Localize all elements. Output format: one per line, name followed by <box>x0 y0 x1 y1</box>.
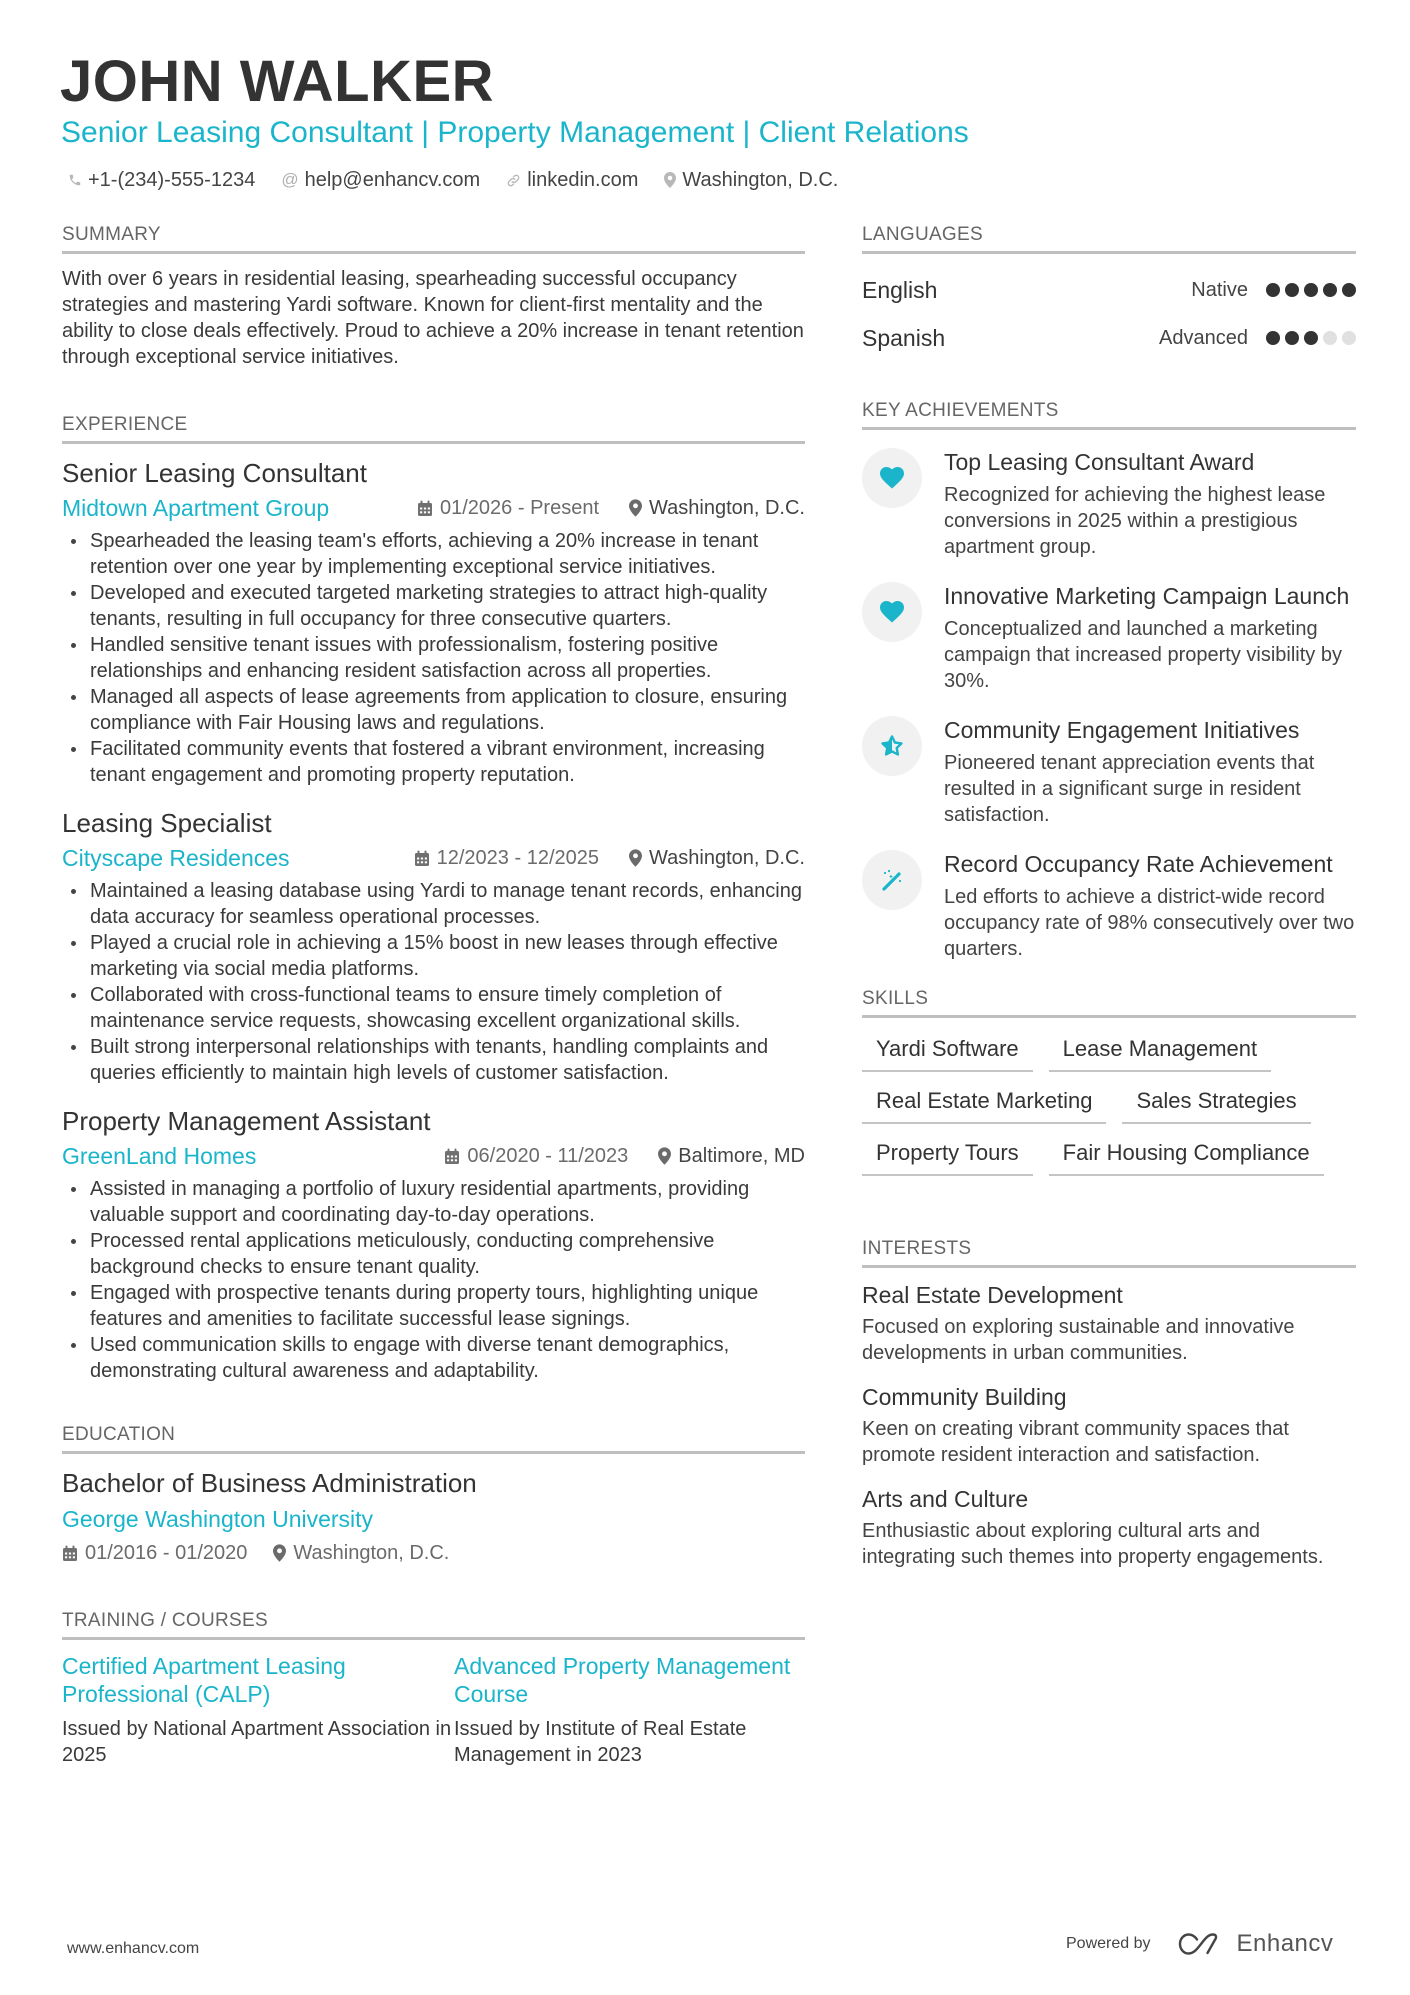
course-list <box>62 1652 805 1768</box>
achievement-title: Top Leasing Consultant Award <box>944 449 1255 475</box>
bullet-item: Built strong interpersonal relationships with tenants, handling complaints and queries efficiently to maintain high levels of customer satisfaction. <box>62 1034 805 1086</box>
job-dates-text: 01/2026 - Present <box>440 496 599 519</box>
achievement-desc: Conceptualized and launched a marketing campaign that increased property visibility by 30%. <box>944 618 1342 692</box>
language-item <box>862 314 1356 362</box>
skills-section <box>862 986 1356 1176</box>
achievement-title: Innovative Marketing Campaign Launch <box>944 583 1350 609</box>
location-text: Washington, D.C. <box>682 169 839 191</box>
summary-text: With over 6 years in residential leasing, spearheading successful occupancy strategies and mastering Yardi software. Known for client-first mentality and the ability to close deals effectively. Proud to achieve a 20% increase in tenant retention through exceptional service initiatives. <box>62 268 804 368</box>
calendar-icon <box>417 500 433 517</box>
job-location-text: Washington, D.C. <box>649 496 805 519</box>
achievement-title: Community Engagement Initiatives <box>944 717 1300 743</box>
section-title-skills: SKILLS <box>862 986 1356 1018</box>
job-dates-text: 12/2023 - 12/2025 <box>436 846 599 869</box>
section-title-education: EDUCATION <box>62 1422 805 1454</box>
interest-item <box>862 1280 1356 1366</box>
calendar-icon <box>414 850 430 867</box>
email-text: help@enhancv.com <box>304 169 481 191</box>
footer-branding <box>1066 1930 1333 1958</box>
interest-desc: Keen on creating vibrant community spaces that promote resident interaction and satisfaction. <box>862 1418 1289 1466</box>
language-proficiency <box>1191 279 1356 302</box>
section-title-interests: INTERESTS <box>862 1236 1356 1268</box>
job-meta <box>62 840 805 876</box>
education-section <box>62 1422 805 1568</box>
dot-filled <box>1285 283 1299 297</box>
dot-filled <box>1304 331 1318 345</box>
skill-tag: Lease Management <box>1049 1034 1271 1072</box>
job-title: Leasing Specialist <box>62 808 272 838</box>
enhancv-logo[interactable] <box>1177 1930 1334 1958</box>
education-location-text: Washington, D.C. <box>293 1542 450 1564</box>
language-proficiency <box>1159 327 1356 350</box>
bullet-item: Used communication skills to engage with diverse tenant demographics, demonstrating cultural awareness and adaptability. <box>62 1332 805 1384</box>
course-item <box>62 1652 454 1768</box>
job-date-location <box>417 497 805 520</box>
course-title: Certified Apartment Leasing Professional (CALP) <box>62 1653 346 1707</box>
experience-section <box>62 412 805 1384</box>
location-pin-icon <box>664 172 676 188</box>
job-location-text: Washington, D.C. <box>649 846 805 869</box>
location-pin-icon <box>658 1147 671 1165</box>
job-title: Senior Leasing Consultant <box>62 458 367 488</box>
contact-bar <box>68 166 838 194</box>
interests-section <box>862 1236 1356 1570</box>
job-location-text: Baltimore, MD <box>678 1144 805 1167</box>
job-dates <box>444 1145 628 1168</box>
dot-filled <box>1266 331 1280 345</box>
achievement-title: Record Occupancy Rate Achievement <box>944 851 1333 877</box>
interest-desc: Focused on exploring sustainable and innovative developments in urban communities. <box>862 1316 1295 1364</box>
bullet-item: Managed all aspects of lease agreements from application to closure, ensuring compliance with Fair Housing laws and regulations. <box>62 684 805 736</box>
section-title-training: TRAINING / COURSES <box>62 1608 805 1640</box>
bullet-item: Handled sensitive tenant issues with professionalism, fostering positive relationships and enhancing resident satisfaction across all properties. <box>62 632 805 684</box>
course-desc: Issued by Institute of Real Estate Management in 2023 <box>454 1718 747 1766</box>
school-name: George Washington University <box>62 1506 374 1532</box>
job-dates <box>417 497 599 520</box>
achievement-item <box>862 850 1356 962</box>
headline: Senior Leasing Consultant | Property Management | Client Relations <box>61 116 969 149</box>
interest-title: Arts and Culture <box>862 1486 1029 1512</box>
achievement-item <box>862 448 1356 560</box>
job-meta <box>62 490 805 526</box>
interest-title: Real Estate Development <box>862 1282 1123 1308</box>
job-location <box>629 497 805 520</box>
bullet-item: Collaborated with cross-functional teams to ensure timely completion of maintenance service requests, showcasing excellent organizational skills. <box>62 982 805 1034</box>
language-name: English <box>862 276 938 303</box>
calendar-icon <box>444 1148 460 1165</box>
bullet-item: Spearheaded the leasing team's efforts, achieving a 20% increase in tenant retention over one year by implementing exceptional service initiatives. <box>62 528 805 580</box>
at-icon: @ <box>281 170 299 189</box>
bullet-item: Developed and executed targeted marketing strategies to attract high-quality tenants, resulting in full occupancy for three consecutive quarters. <box>62 580 805 632</box>
course-item <box>454 1652 805 1768</box>
achievement-body <box>944 716 1356 828</box>
heart-icon <box>862 448 922 508</box>
language-level: Native <box>1191 278 1248 301</box>
degree: Bachelor of Business Administration <box>62 1468 477 1498</box>
job-dates-text: 06/2020 - 11/2023 <box>467 1144 629 1167</box>
job-date-location <box>444 1145 805 1168</box>
interest-title: Community Building <box>862 1384 1067 1410</box>
location-pin-icon <box>629 499 642 517</box>
achievement-item <box>862 582 1356 694</box>
education-meta <box>62 1538 805 1568</box>
dot-filled <box>1304 283 1318 297</box>
education-dates <box>62 1538 247 1568</box>
training-section <box>62 1608 805 1768</box>
job-title: Property Management Assistant <box>62 1106 431 1136</box>
company-name: GreenLand Homes <box>62 1143 257 1169</box>
language-item <box>862 266 1356 314</box>
enhancv-logo-icon <box>1177 1931 1225 1957</box>
course-title: Advanced Property Management Course <box>454 1653 791 1707</box>
contact-phone[interactable] <box>68 166 255 194</box>
skill-list <box>862 1034 1356 1176</box>
achievement-desc: Pioneered tenant appreciation events that resulted in a significant surge in resident satisfaction. <box>944 752 1315 826</box>
right-column <box>862 222 1356 1610</box>
bullet-item: Processed rental applications meticulously, conducting comprehensive background checks to ensure tenant quality. <box>62 1228 805 1280</box>
language-level: Advanced <box>1159 326 1248 349</box>
link-icon <box>506 173 521 188</box>
bullet-item: Facilitated community events that fostered a vibrant environment, increasing tenant engagement and promoting property reputation. <box>62 736 805 788</box>
contact-location <box>664 166 838 194</box>
achievement-desc: Led efforts to achieve a district-wide record occupancy rate of 98% consecutively over two quarters. <box>944 886 1355 960</box>
left-column <box>62 222 805 1808</box>
skill-tag: Sales Strategies <box>1122 1086 1310 1124</box>
company-name: Midtown Apartment Group <box>62 495 330 521</box>
location-pin-icon <box>629 849 642 867</box>
skill-tag: Yardi Software <box>862 1034 1033 1072</box>
dot-filled <box>1342 283 1356 297</box>
achievement-body <box>944 448 1356 560</box>
dot-filled <box>1266 283 1280 297</box>
linkedin-text: linkedin.com <box>527 169 639 191</box>
contact-linkedin[interactable] <box>506 166 638 194</box>
section-title-experience: EXPERIENCE <box>62 412 805 444</box>
job-meta <box>62 1138 805 1174</box>
language-name: Spanish <box>862 324 946 351</box>
location-pin-icon <box>273 1544 286 1562</box>
achievement-item <box>862 716 1356 828</box>
bullet-item: Assisted in managing a portfolio of luxury residential apartments, providing valuable support and coordinating day-to-day operations. <box>62 1176 805 1228</box>
skill-tag: Real Estate Marketing <box>862 1086 1106 1124</box>
company-name: Cityscape Residences <box>62 845 290 871</box>
brand-name: Enhancv <box>1236 1930 1334 1957</box>
interest-desc: Enthusiastic about exploring cultural arts and integrating such themes into property engagements. <box>862 1520 1324 1568</box>
job-entry <box>62 806 805 1086</box>
section-title-summary: SUMMARY <box>62 222 805 254</box>
heart-icon <box>862 582 922 642</box>
dot-empty <box>1342 331 1356 345</box>
job-entry <box>62 456 805 788</box>
education-dates-text: 01/2016 - 01/2020 <box>85 1542 248 1564</box>
star-icon <box>862 716 922 776</box>
interest-item <box>862 1382 1356 1468</box>
phone-icon <box>68 172 82 188</box>
bullet-item: Played a crucial role in achieving a 15% boost in new leases through effective marketing via social media platforms. <box>62 930 805 982</box>
job-dates <box>414 847 599 870</box>
job-bullets <box>62 878 805 1086</box>
candidate-name: JOHN WALKER <box>60 49 495 114</box>
proficiency-dots <box>1266 283 1356 297</box>
job-entry <box>62 1104 805 1384</box>
interest-item <box>862 1484 1356 1570</box>
dot-filled <box>1285 331 1299 345</box>
section-title-languages: LANGUAGES <box>862 222 1356 254</box>
achievement-body <box>944 850 1356 962</box>
phone-text: +1-(234)-555-1234 <box>88 169 256 191</box>
skill-tag: Property Tours <box>862 1138 1033 1176</box>
achievement-desc: Recognized for achieving the highest lease conversions in 2025 within a prestigious apartment group. <box>944 484 1326 558</box>
languages-section <box>862 222 1356 362</box>
job-location <box>629 847 805 870</box>
magic-wand-icon <box>862 850 922 910</box>
education-location <box>273 1538 449 1568</box>
summary-section <box>62 222 805 370</box>
job-bullets <box>62 528 805 788</box>
bullet-item: Engaged with prospective tenants during property tours, highlighting unique features and amenities to facilitate successful lease signings. <box>62 1280 805 1332</box>
calendar-icon <box>62 1545 78 1562</box>
achievements-section <box>862 398 1356 962</box>
contact-email[interactable] <box>281 166 480 194</box>
footer-website[interactable]: www.enhancv.com <box>67 1940 200 1957</box>
bullet-item: Maintained a leasing database using Yardi to manage tenant records, enhancing data accuracy for seamless operational processes. <box>62 878 805 930</box>
powered-by-label: Powered by <box>1066 1935 1151 1952</box>
course-desc: Issued by National Apartment Association in 2025 <box>62 1718 452 1766</box>
proficiency-dots <box>1266 331 1356 345</box>
job-location <box>658 1145 805 1168</box>
achievement-body <box>944 582 1356 694</box>
dot-empty <box>1323 331 1337 345</box>
job-date-location <box>414 847 805 870</box>
dot-filled <box>1323 283 1337 297</box>
skill-tag: Fair Housing Compliance <box>1049 1138 1324 1176</box>
job-bullets <box>62 1176 805 1384</box>
section-title-achievements: KEY ACHIEVEMENTS <box>862 398 1356 430</box>
